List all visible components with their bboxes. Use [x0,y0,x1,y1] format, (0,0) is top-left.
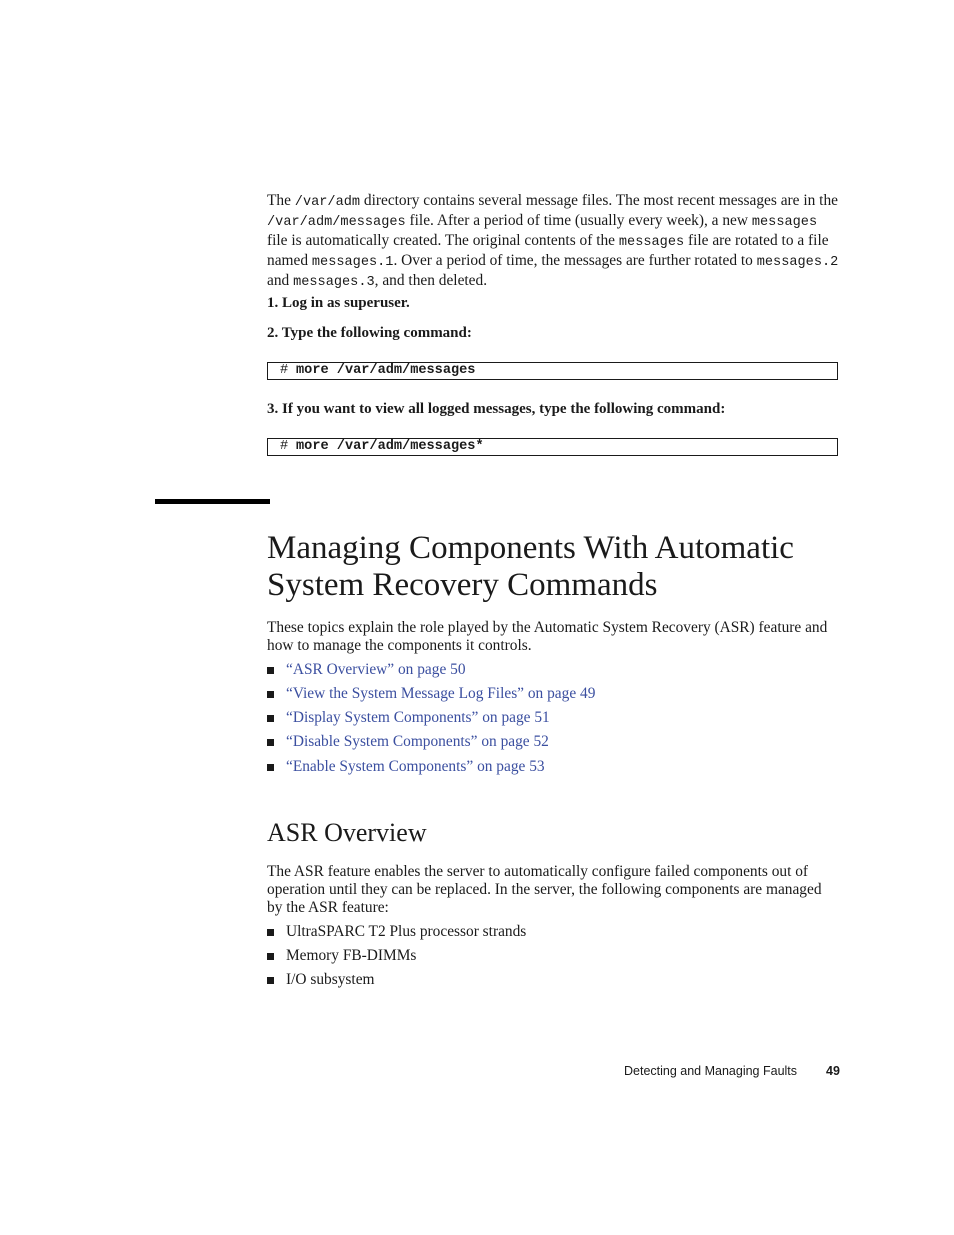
list-item-text: I/O subsystem [286,971,375,988]
list-item [267,709,847,727]
link-view-message-log[interactable]: “View the System Message Log Files” on page 49 [286,685,596,702]
list-item [267,733,847,751]
list-item-text: UltraSPARC T2 Plus processor strands [286,923,527,940]
bullet-icon [267,667,274,674]
shell-prompt: # [280,439,289,454]
bullet-icon [267,977,274,984]
bullet-icon [267,691,274,698]
bullet-icon [267,764,274,771]
link-display-components[interactable]: “Display System Components” on page 51 [286,709,550,726]
list-item [267,758,847,776]
code-messages: messages [751,215,818,230]
subsection-body: The ASR feature enables the server to automatically configure failed components out of operation until they can be replaced. In the server, the following components are managed by the ASR feature: [267,863,822,916]
list-item-text: Memory FB-DIMMs [286,947,417,964]
code-messages-2: messages.2 [756,255,839,270]
code-block-2 [267,438,838,456]
subsection-body-block [267,863,839,917]
bullet-icon [267,739,274,746]
section-title-line-1: Managing Components With Automatic [267,530,794,566]
bullet-icon [267,953,274,960]
path-var-adm: /var/adm [294,195,361,210]
link-enable-components[interactable]: “Enable System Components” on page 53 [286,758,545,775]
link-asr-overview[interactable]: “ASR Overview” on page 50 [286,661,466,678]
section-rule [155,499,270,504]
list-item [267,685,847,703]
step-1: 1. Log in as superuser. [267,295,410,311]
list-item [267,947,847,965]
footer-chapter: Detecting and Managing Faults [624,1064,798,1078]
intro-text: file are rotated to a file named [267,232,829,269]
bullet-icon [267,929,274,936]
step-3: 3. If you want to view all logged messages, type the following command: [267,401,726,417]
intro-paragraph [267,192,839,292]
list-item [267,923,847,941]
intro-text: and [267,272,294,289]
section-intro: These topics explain the role played by the Automatic System Recovery (ASR) feature and how to manage the components it controls. [267,619,828,654]
intro-text: file. After a period of time (usually every week), a new [405,212,752,229]
asr-component-list [267,923,847,989]
list-item [267,661,847,679]
page-number: 49 [826,1064,840,1078]
list-item [267,971,847,989]
intro-text: directory contains several message files. The most recent messages are in the [360,192,838,209]
section-title [267,530,867,604]
link-disable-components[interactable]: “Disable System Components” on page 52 [286,733,549,750]
code-messages-3: messages.3 [293,275,375,290]
step-2: 2. Type the following command: [267,325,472,341]
path-messages: /var/adm/messages [267,215,406,230]
shell-prompt: # [280,363,289,378]
intro-text: The [267,192,295,209]
code-messages-1: messages.1 [311,255,394,270]
command-text: more /var/adm/messages* [296,439,484,454]
intro-text: , and then deleted. [374,272,488,289]
section-intro-block [267,619,839,655]
code-block-1 [267,362,838,380]
topic-link-list [267,661,847,776]
intro-text: file is automatically created. The original contents of the [267,232,619,249]
section-title-line-2: System Recovery Commands [267,567,658,603]
code-messages: messages [618,235,685,250]
command-text: more /var/adm/messages [296,363,476,378]
intro-text: . Over a period of time, the messages are further rotated to [393,252,757,269]
intro-paragraph-block [267,192,839,292]
bullet-icon [267,715,274,722]
subsection-title: ASR Overview [267,818,427,847]
